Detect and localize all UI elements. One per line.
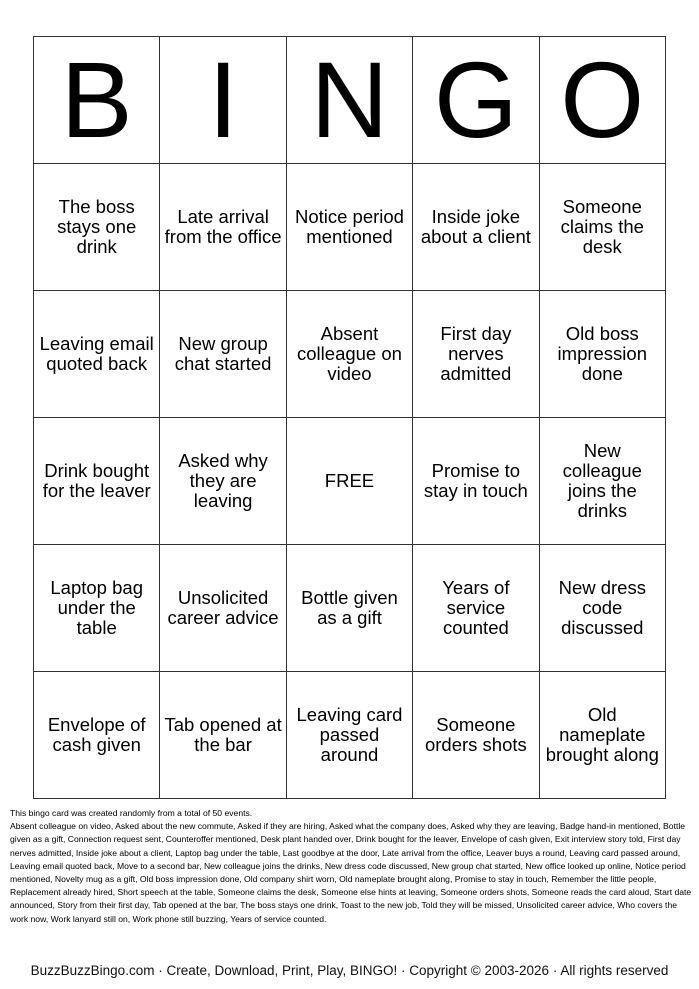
- header-letter-o: O: [539, 37, 665, 164]
- info-intro: This bingo card was created randomly from a total of 50 events.: [10, 808, 253, 818]
- card-row: [34, 672, 666, 799]
- bingo-cell: Unsolicited career advice: [160, 545, 286, 672]
- bingo-cell: Laptop bag under the table: [34, 545, 160, 672]
- header-row: [34, 37, 666, 164]
- bingo-cell: Someone orders shots: [413, 672, 539, 799]
- bingo-cell: Drink bought for the leaver: [34, 418, 160, 545]
- bingo-cell: Tab opened at the bar: [160, 672, 286, 799]
- header-letter-n: N: [286, 37, 412, 164]
- bingo-cell: Old boss impression done: [539, 291, 665, 418]
- bingo-cell: Notice period mentioned: [286, 164, 412, 291]
- bingo-cell: The boss stays one drink: [34, 164, 160, 291]
- free-space-cell: FREE: [286, 418, 412, 545]
- event-list-info: [10, 807, 692, 926]
- bingo-cell: Someone claims the desk: [539, 164, 665, 291]
- event-list: Absent colleague on video, Asked about the new commute, Asked if they are hiring, Asked what the company does, Asked why they are leaving, Badge hand-in mentioned, Bottle given as a gift, Connection request sent, Counteroffer mentioned, Desk plant handed over, Drink bought for the leaver, Envelope of cash given, Exit interview story told, First day nerves admitted, Inside joke about a client, Laptop bag under the table, Last goodbye at the door, Late arrival from the office, Leaver buys a round, Leaving card passed around, Leaving email quoted back, Move to a second bar, New colleague joins the drinks, New dress code discussed, New group chat started, New office looked up online, Notice period mentioned, Novelty mug as a gift, Old boss impression done, Old company shirt worn, Old nameplate brought along, Promise to stay in touch, Remember the little people, Replacement already hired, Short speech at the table, Someone claims the desk, Someone else hints at leaving, Someone orders shots, Someone reads the card aloud, Start date announced, Story from their first day, Tab opened at the bar, The boss stays one drink, Toast to the new job, Told they will be missed, Unsolicited career advice, Who covers the work now, Work lanyard still on, Work phone still buzzing, Years of service counted.: [10, 821, 692, 924]
- bingo-cell: Bottle given as a gift: [286, 545, 412, 672]
- card-row: [34, 164, 666, 291]
- bingo-cell: Years of service counted: [413, 545, 539, 672]
- bingo-cell: Leaving email quoted back: [34, 291, 160, 418]
- header-letter-b: B: [34, 37, 160, 164]
- bingo-cell: Old nameplate brought along: [539, 672, 665, 799]
- card-row: [34, 545, 666, 672]
- bingo-cell: New dress code discussed: [539, 545, 665, 672]
- card-row: [34, 418, 666, 545]
- bingo-cell: First day nerves admitted: [413, 291, 539, 418]
- bingo-cell: New group chat started: [160, 291, 286, 418]
- bingo-cell: Promise to stay in touch: [413, 418, 539, 545]
- header-letter-g: G: [413, 37, 539, 164]
- bingo-cell: Asked why they are leaving: [160, 418, 286, 545]
- header-letter-i: I: [160, 37, 286, 164]
- footer-copyright: BuzzBuzzBingo.com · Create, Download, Print, Play, BINGO! · Copyright © 2003-2026 · All rights reserved: [30, 963, 669, 978]
- bingo-cell: Envelope of cash given: [34, 672, 160, 799]
- bingo-cell: Leaving card passed around: [286, 672, 412, 799]
- bingo-cell: Late arrival from the office: [160, 164, 286, 291]
- bingo-cell: New colleague joins the drinks: [539, 418, 665, 545]
- card-row: [34, 291, 666, 418]
- bingo-card: [33, 36, 666, 799]
- bingo-cell: Absent colleague on video: [286, 291, 412, 418]
- bingo-cell: Inside joke about a client: [413, 164, 539, 291]
